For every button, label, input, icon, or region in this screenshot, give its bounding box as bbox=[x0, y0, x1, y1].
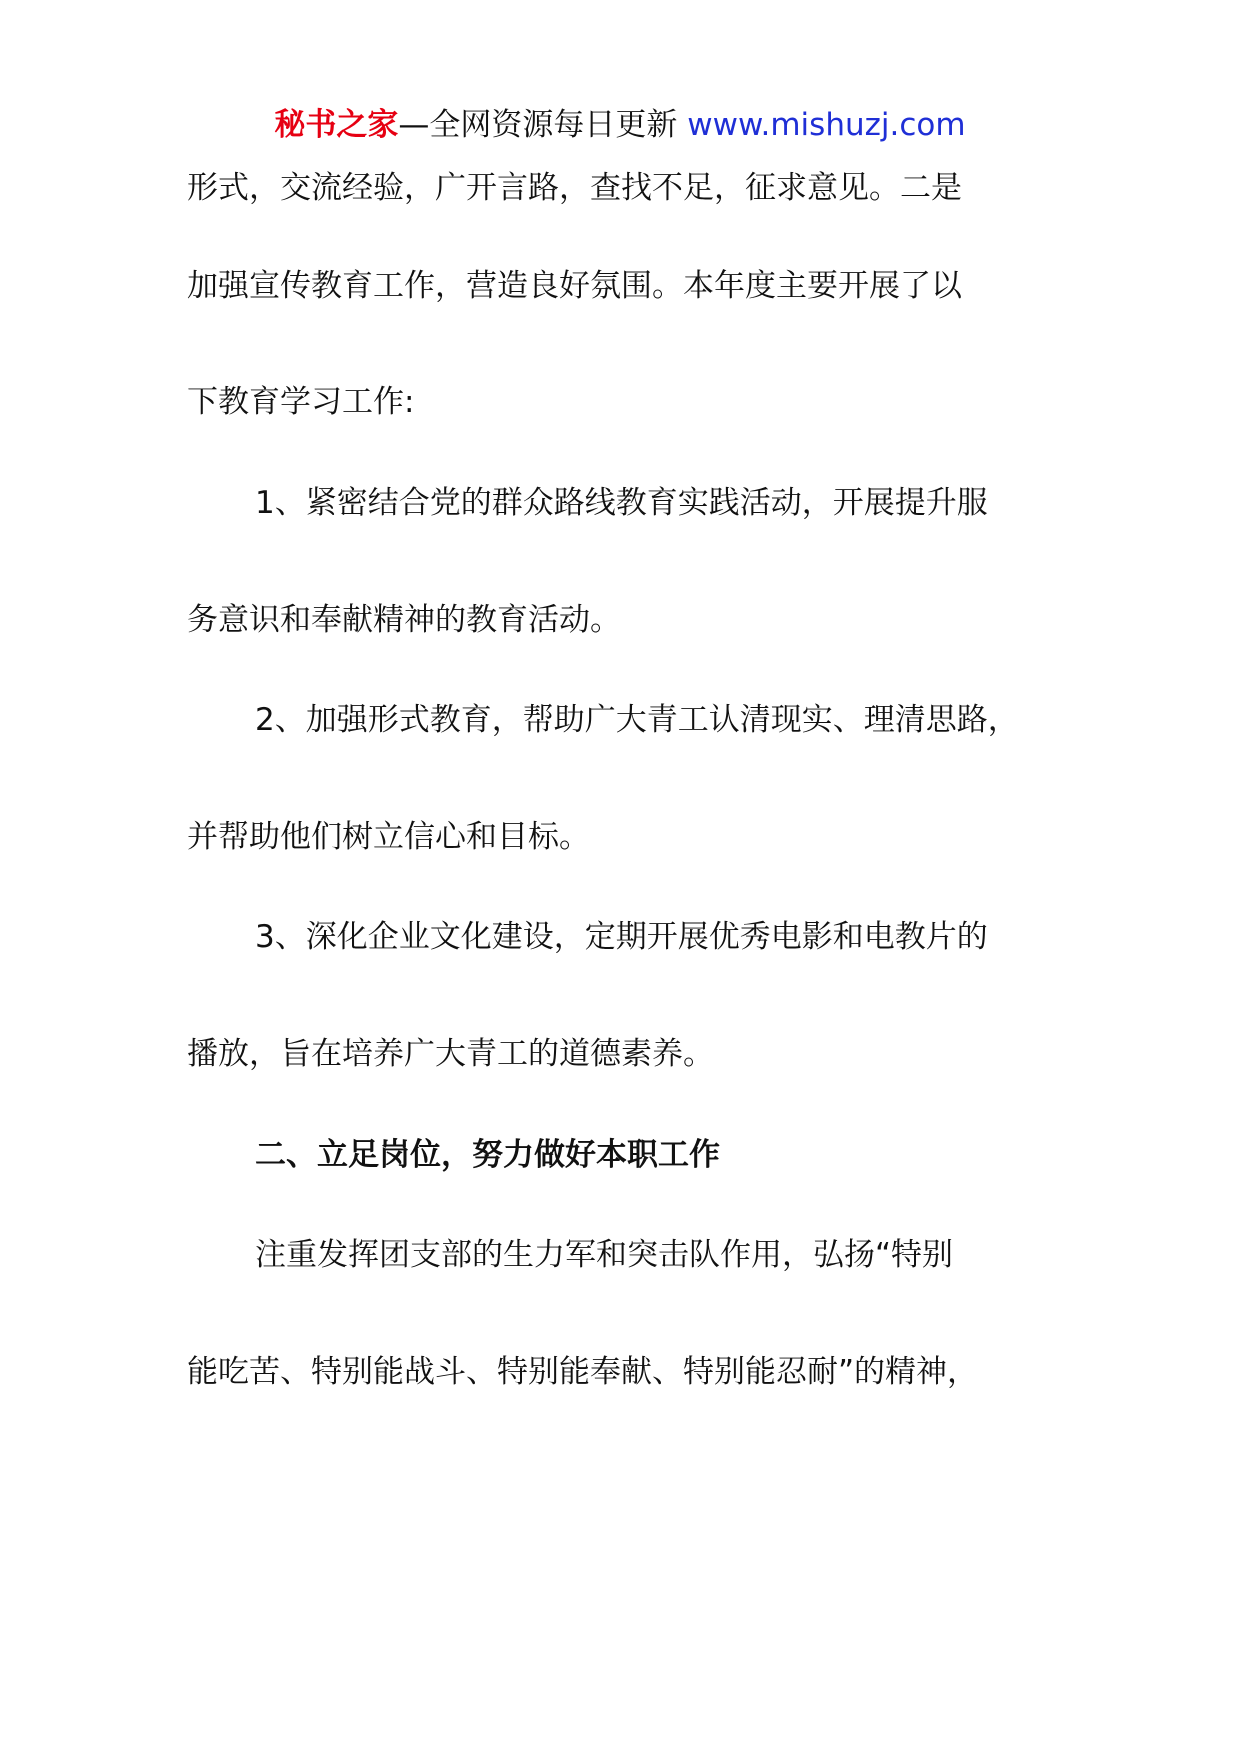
paragraph-line: 下教育学习工作: bbox=[187, 384, 415, 420]
list-item-line: 3、深化企业文化建设，定期开展优秀电影和电教片的 bbox=[255, 919, 988, 955]
list-item-line: 2、加强形式教育，帮助广大青工认清现实、理清思路， bbox=[255, 702, 1019, 738]
section-heading: 二、立足岗位，努力做好本职工作 bbox=[255, 1137, 720, 1173]
paragraph-line: 务意识和奉献精神的教育活动。 bbox=[187, 602, 621, 638]
page-header bbox=[0, 100, 1240, 150]
brand-name: 秘书之家 bbox=[274, 107, 399, 143]
list-item-line: 1、紧密结合党的群众路线教育实践活动，开展提升服 bbox=[255, 485, 988, 521]
paragraph-line: 加强宣传教育工作，营造良好氛围。本年度主要开展了以 bbox=[187, 268, 962, 304]
paragraph-line: 并帮助他们树立信心和目标。 bbox=[187, 819, 590, 855]
site-url-link[interactable]: www.mishuzj.com bbox=[687, 107, 966, 143]
paragraph-line: 播放，旨在培养广大青工的道德素养。 bbox=[187, 1036, 714, 1072]
paragraph-line: 形式，交流经验，广开言路，查找不足，征求意见。二是 bbox=[187, 170, 962, 206]
paragraph-line: 能吃苦、特别能战斗、特别能奉献、特别能忍耐”的精神， bbox=[187, 1354, 979, 1390]
header-tagline: —全网资源每日更新 bbox=[398, 107, 688, 143]
paragraph-line: 注重发挥团支部的生力军和突击队作用，弘扬“特别 bbox=[255, 1237, 954, 1273]
